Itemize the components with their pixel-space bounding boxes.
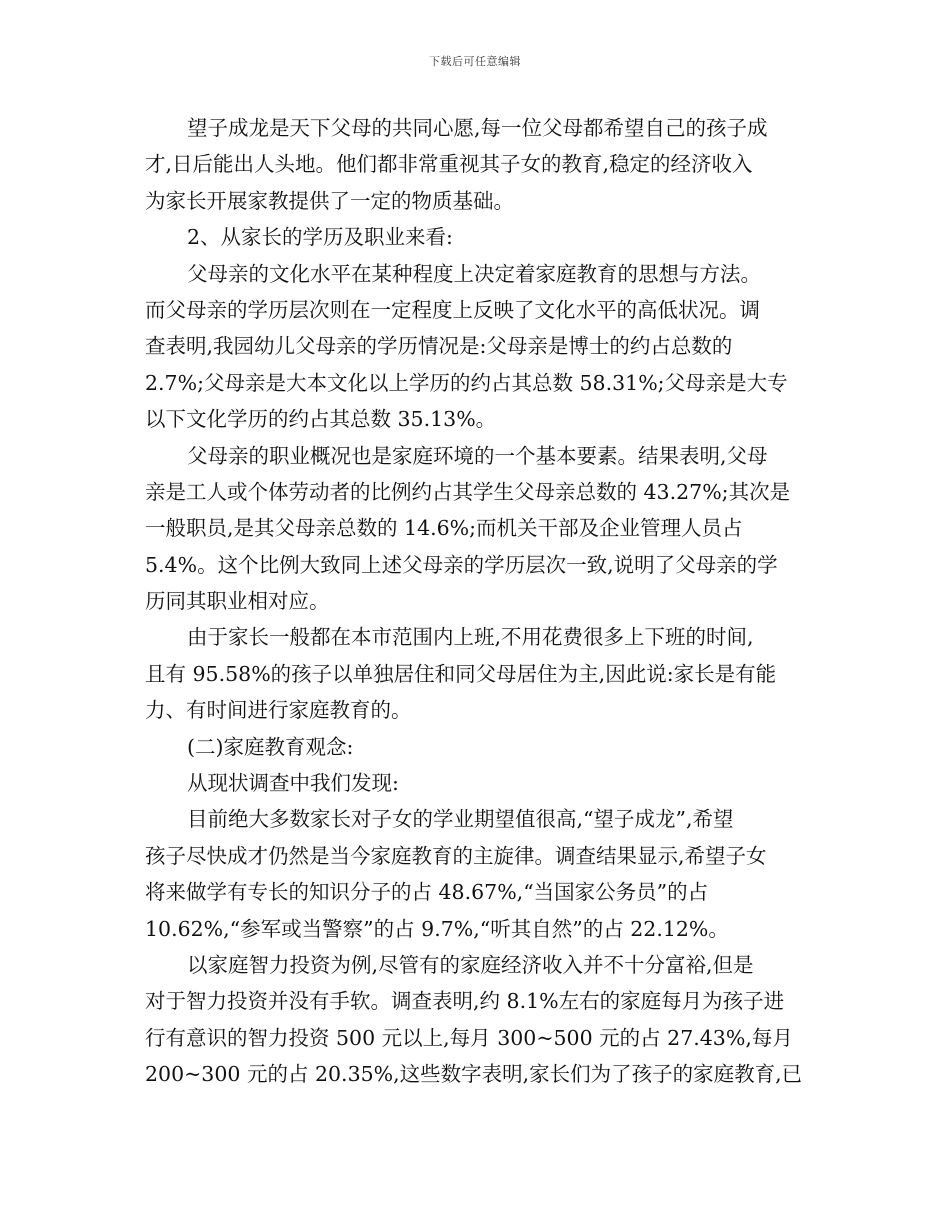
text-line: 行有意识的智力投资 500 元以上,每月 300~500 元的占 27.43%,每月 (145, 1025, 793, 1050)
text-line: 亲是工人或个体劳动者的比例约占其学生父母亲总数的 43.27%;其次是 (145, 479, 791, 504)
text-line: 父母亲的职业概况也是家庭环境的一个基本要素。结果表明,父母 (187, 443, 768, 468)
text-line: 10.62%,“参军或当警察”的占 9.7%,“听其自然”的占 22.12%。 (145, 916, 729, 941)
text-line: 2、从家长的学历及职业来看: (187, 225, 453, 250)
text-line: 将来做学有专长的知识分子的占 48.67%,“当国家公务员”的占 (145, 880, 709, 905)
text-line: 查表明,我园幼儿父母亲的学历情况是:父母亲是博士的约占总数的 (145, 334, 733, 359)
document-body (145, 110, 810, 1093)
text-line: 父母亲的文化水平在某种程度上决定着家庭教育的思想与方法。 (187, 261, 761, 286)
page-header: 下载后可任意编辑 (429, 55, 521, 68)
text-line: 才,日后能出人头地。他们都非常重视其子女的教育,稳定的经济收入 (145, 152, 753, 177)
text-line: (二)家庭教育观念: (187, 734, 354, 759)
text-line: 以家庭智力投资为例,尽管有的家庭经济收入并不十分富裕,但是 (187, 952, 754, 977)
text-line: 望子成龙是天下父母的共同心愿,每一位父母都希望自己的孩子成 (187, 116, 768, 140)
text-line: 力、有时间进行家庭教育的。 (145, 698, 412, 723)
text-line: 为家长开展家教提供了一定的物质基础。 (145, 188, 514, 213)
text-line: 历同其职业相对应。 (145, 589, 330, 614)
text-line: 且有 95.58%的孩子以单独居住和同父母居住为主,因此说:家长是有能 (145, 661, 777, 686)
text-line: 目前绝大多数家长对子女的学业期望值很高,“望子成龙”,希望 (187, 807, 734, 832)
text-line: 对于智力投资并没有手软。调查表明,约 8.1%左右的家庭每月为孩子进 (145, 989, 785, 1014)
text-line: 从现状调查中我们发现: (187, 771, 399, 796)
text-line: 一般职员,是其父母亲总数的 14.6%;而机关干部及企业管理人员占 (145, 516, 743, 541)
text-line: 而父母亲的学历层次则在一定程度上反映了文化水平的高低状况。调 (145, 297, 760, 322)
text-line: 孩子尽快成才仍然是当今家庭教育的主旋律。调查结果显示,希望子女 (145, 843, 767, 868)
text-line: 200~300 元的占 20.35%,这些数字表明,家长们为了孩子的家庭教育,已 (145, 1062, 803, 1087)
text-line: 2.7%;父母亲是大本文化以上学历的约占其总数 58.31%;父母亲是大专 (145, 370, 788, 395)
text-line: 由于家长一般都在本市范围内上班,不用花费很多上下班的时间, (187, 625, 754, 650)
text-line: 5.4%。这个比例大致同上述父母亲的学历层次一致,说明了父母亲的学 (145, 552, 778, 577)
text-line: 以下文化学历的约占其总数 35.13%。 (145, 407, 497, 432)
